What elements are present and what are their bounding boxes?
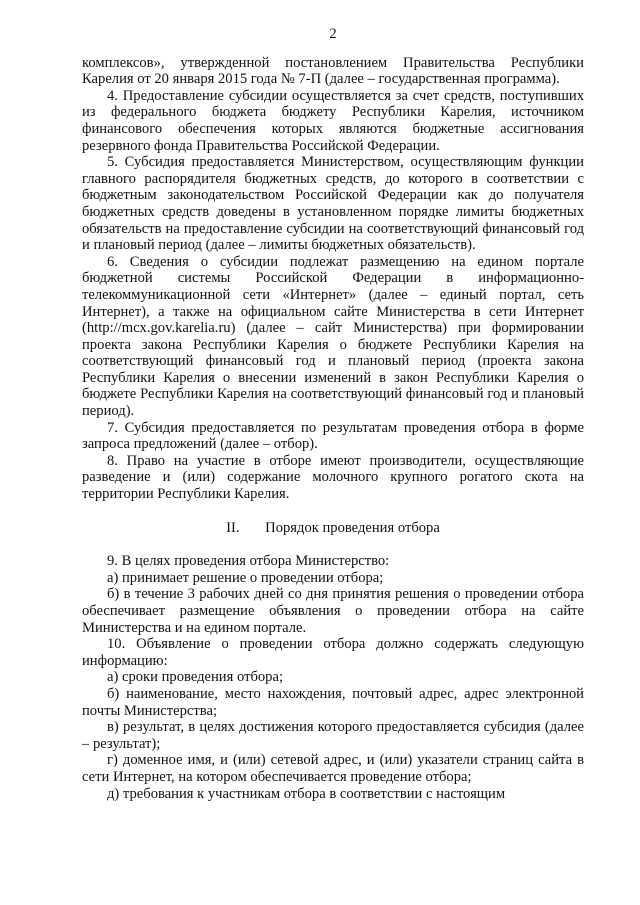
paragraph-7: 7. Субсидия предоставляется по результатам проведения отбора в форме запроса предложений (далее – отбор).: [82, 419, 584, 453]
paragraph-5: 5. Субсидия предоставляется Министерством, осуществляющим функции главного распорядителя бюджетных средств, до которого в соответствии с бюджетным законодательством Российской Федерации как до получателя бюджетных средств доведены в установленном порядке лимиты бюджетных обязательств на предоставление субсидии на соответствующий финансовый год и плановый период (далее – лимиты бюджетных обязательств).: [82, 154, 584, 254]
section-title: Порядок проведения отбора: [265, 519, 440, 536]
paragraph-9: 9. В целях проведения отбора Министерство:: [107, 553, 390, 570]
list-item-10a: а) сроки проведения отбора;: [107, 669, 284, 686]
page-number: 2: [329, 26, 337, 42]
section-heading: [82, 520, 584, 537]
paragraph-10: 10. Объявление о проведении отбора должно содержать следующую информацию:: [82, 636, 584, 669]
list-item-10v: в) результат, в целях достижения которого предоставляется субсидия (далее – результат);: [82, 719, 584, 752]
section-number: II.: [226, 519, 240, 536]
list-item-10g: г) доменное имя, и (или) сетевой адрес, и (или) указатели страниц сайта в сети Интернет, на котором обеспечивается проведение отбора;: [82, 752, 584, 785]
list-item-10b: б) наименование, место нахождения, почтовый адрес, адрес электронной почты Министерства;: [82, 685, 584, 719]
paragraph-continuation: комплексов», утвержденной постановлением Правительства Республики Карелия от 20 января 2015 года № 7-П (далее – государственная программа).: [82, 54, 584, 88]
paragraph-8: 8. Право на участие в отборе имеют производители, осуществляющие разведение и (или) содержание молочного крупного рогатого скота на территории Республики Карелия.: [82, 452, 584, 503]
paragraph-6: 6. Сведения о субсидии подлежат размещению на едином портале бюджетной системы Российской Федерации в информационно-телекоммуникационной сети «Интернет» (далее – единый портал, сеть Интернет), а также на официальном сайте Министерства в сети Интернет (http://mcx.gov.karelia.ru) (далее – сайт Министерства) при формировании проекта закона Республики Карелия о бюджете Республики Карелия на соответствующий финансовый год и плановый период (проекта закона Республики Карелия о внесении изменений в закон Республики Карелия о бюджете Республики Карелия на соответствующий финансовый год и плановый период).: [82, 253, 584, 420]
list-item-9a: а) принимает решение о проведении отбора;: [107, 569, 384, 586]
document-page: [82, 0, 584, 802]
list-item-10d: д) требования к участникам отбора в соответствии с настоящим: [107, 785, 506, 802]
list-item-9b: б) в течение 3 рабочих дней со дня принятия решения о проведении отбора обеспечивает размещение объявления о проведении отбора на сайте Министерства и на едином портале.: [82, 586, 584, 636]
paragraph-4: 4. Предоставление субсидии осуществляется за счет средств, поступивших из федерального бюджета бюджету Республики Карелия, источником финансового обеспечения которых являются бюджетные ассигнования резервного фонда Правительства Российской Федерации.: [82, 87, 584, 154]
